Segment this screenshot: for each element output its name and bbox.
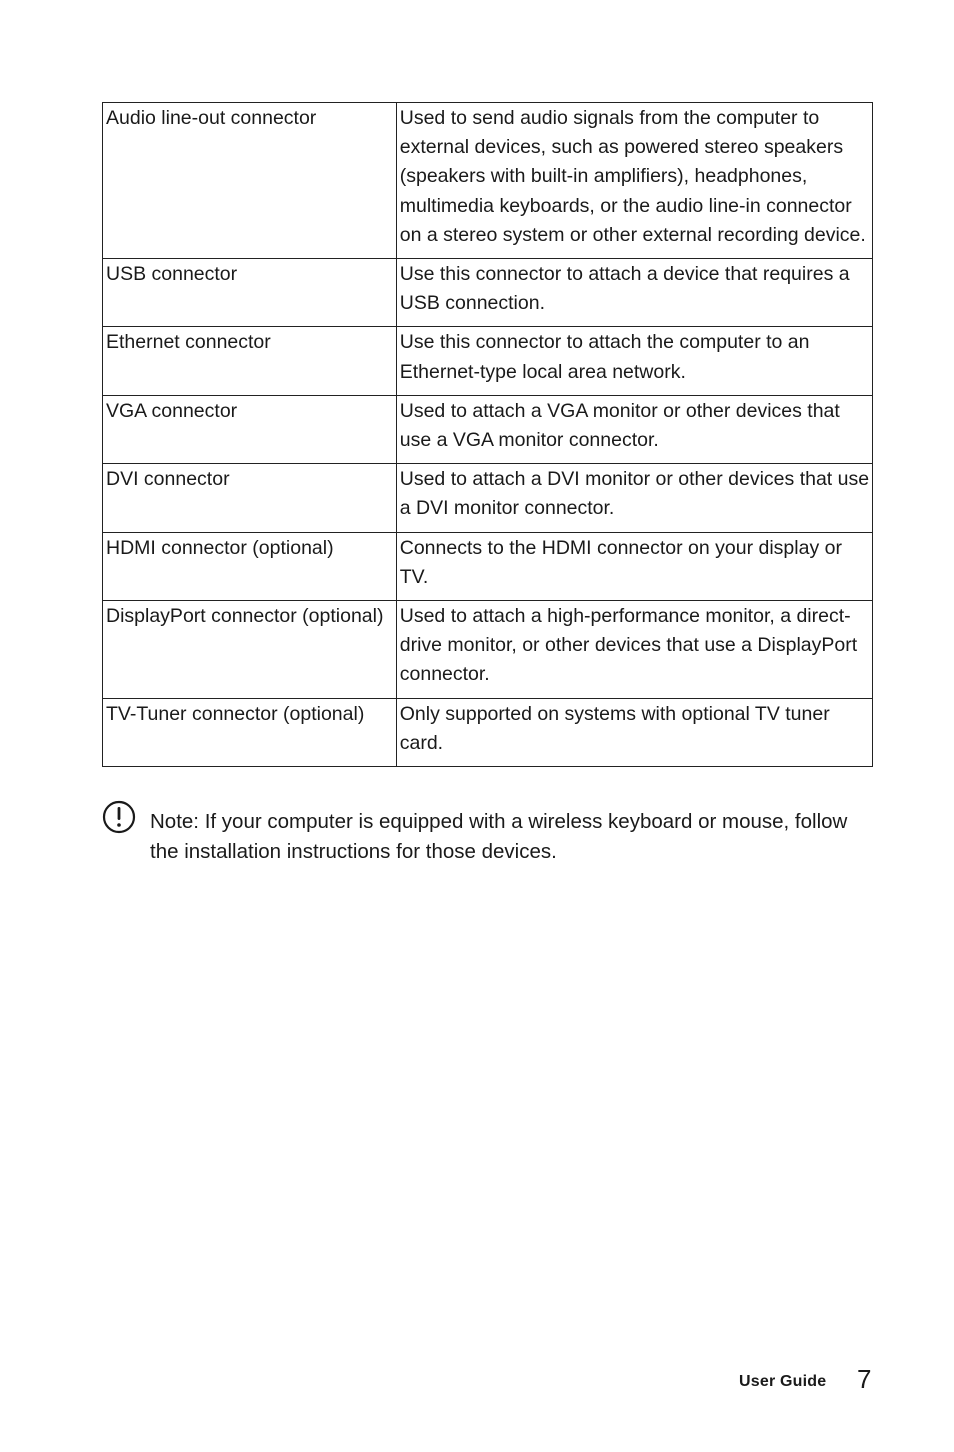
table-row <box>103 259 873 327</box>
note-text <box>150 807 870 866</box>
connector-name: HDMI connector (optional) <box>103 532 397 600</box>
table-row <box>103 532 873 600</box>
exclamation-circle-icon <box>102 800 136 834</box>
connector-description: Use this connector to attach the computer to an Ethernet-type local area network. <box>396 327 872 395</box>
connector-name: USB connector <box>103 259 397 327</box>
connector-name: DisplayPort connector (optional) <box>103 601 397 699</box>
connector-description: Used to attach a DVI monitor or other devices that use a DVI monitor connector. <box>396 464 872 532</box>
connector-table <box>102 102 873 767</box>
footer-document-title: User Guide <box>739 1373 827 1390</box>
table-row <box>103 464 873 532</box>
connector-description: Only supported on systems with optional TV tuner card. <box>396 698 872 766</box>
note-label: Note: <box>150 810 199 833</box>
connector-name: VGA connector <box>103 395 397 463</box>
table-row <box>103 601 873 699</box>
connector-description: Used to send audio signals from the computer to external devices, such as powered stereo speakers (speakers with built-in amplifiers), headphones, multimedia keyboards, or the audio line-in connector on a stereo system or other external recording device. <box>396 103 872 259</box>
connector-name: TV-Tuner connector (optional) <box>103 698 397 766</box>
table-row <box>103 327 873 395</box>
table-row <box>103 103 873 259</box>
connector-description: Used to attach a high-performance monitor, a direct-drive monitor, or other devices that use a DisplayPort connector. <box>396 601 872 699</box>
table-row <box>103 698 873 766</box>
note-body: If your computer is equipped with a wireless keyboard or mouse, follow the installation instructions for those devices. <box>150 810 848 863</box>
connector-name: Audio line-out connector <box>103 103 397 259</box>
connector-name: Ethernet connector <box>103 327 397 395</box>
connector-description: Use this connector to attach a device that requires a USB connection. <box>396 259 872 327</box>
connector-name: DVI connector <box>103 464 397 532</box>
table-row <box>103 395 873 463</box>
connector-description: Used to attach a VGA monitor or other devices that use a VGA monitor connector. <box>396 395 872 463</box>
page-number: 7 <box>857 1364 872 1394</box>
connector-description: Connects to the HDMI connector on your display or TV. <box>396 532 872 600</box>
